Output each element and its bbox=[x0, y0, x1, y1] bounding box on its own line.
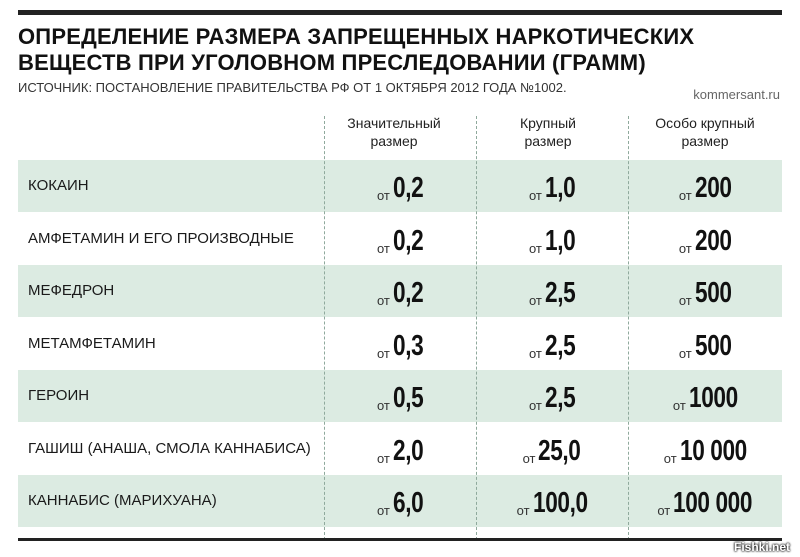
from-label: от bbox=[678, 240, 692, 256]
cell-large bbox=[476, 475, 628, 527]
threshold-value: 0,3 bbox=[392, 329, 424, 362]
cell-significant bbox=[324, 265, 476, 317]
from-label: от bbox=[528, 398, 542, 413]
from-label: от bbox=[663, 450, 677, 466]
from-label: от bbox=[672, 398, 686, 413]
substance-name: ГЕРОИН bbox=[28, 387, 90, 404]
substance-name: КОКАИН bbox=[28, 177, 89, 194]
from-label: от bbox=[376, 188, 390, 203]
from-label: от bbox=[528, 240, 542, 256]
cell-large bbox=[476, 423, 628, 475]
threshold-value: 200 bbox=[694, 224, 732, 257]
cell-significant bbox=[324, 423, 476, 475]
table-row bbox=[18, 423, 782, 475]
threshold-value: 200 bbox=[694, 172, 732, 204]
column-header-especially-large: Особо крупный размер bbox=[655, 115, 755, 149]
from-label: от bbox=[657, 503, 671, 518]
from-label: от bbox=[678, 293, 692, 308]
substance-name: ГАШИШ (АНАША, СМОЛА КАННАБИСА) bbox=[28, 439, 311, 457]
cell-significant bbox=[324, 370, 476, 422]
table-row bbox=[18, 213, 782, 265]
cell-especially-large bbox=[628, 318, 782, 370]
from-label: от bbox=[376, 450, 390, 466]
threshold-value: 1000 bbox=[688, 382, 738, 414]
table-row bbox=[18, 160, 782, 212]
from-label: от bbox=[528, 188, 542, 203]
column-divider bbox=[324, 116, 325, 540]
substance-name: АМФЕТАМИН И ЕГО ПРОИЗВОДНЫЕ bbox=[28, 229, 294, 247]
from-label: от bbox=[376, 398, 390, 413]
threshold-value: 2,5 bbox=[544, 382, 576, 414]
column-divider bbox=[628, 116, 629, 540]
from-label: от bbox=[678, 345, 692, 361]
table-row bbox=[18, 318, 782, 370]
table-row bbox=[18, 475, 782, 527]
threshold-value: 2,5 bbox=[544, 277, 576, 309]
threshold-value: 500 bbox=[694, 329, 732, 362]
threshold-value: 0,2 bbox=[392, 172, 424, 204]
cell-large bbox=[476, 318, 628, 370]
cell-especially-large bbox=[628, 265, 782, 317]
watermark: Fishki.net bbox=[733, 540, 790, 554]
bottom-rule bbox=[18, 538, 782, 541]
threshold-value: 1,0 bbox=[544, 172, 576, 204]
top-rule bbox=[18, 10, 782, 15]
column-divider bbox=[476, 116, 477, 540]
source-note: ИСТОЧНИК: ПОСТАНОВЛЕНИЕ ПРАВИТЕЛЬСТВА РФ ОТ 1 ОКТЯБРЯ 2012 ГОДА №1002. bbox=[18, 80, 567, 95]
threshold-value: 0,2 bbox=[392, 277, 424, 309]
from-label: от bbox=[522, 450, 536, 466]
column-header-large: Крупный размер bbox=[520, 115, 576, 149]
site-credit: kommersant.ru bbox=[693, 87, 780, 102]
substance-name: КАННАБИС (МАРИХУАНА) bbox=[28, 492, 217, 509]
column-header-significant: Значительный размер bbox=[347, 115, 441, 149]
threshold-value: 2,0 bbox=[392, 434, 424, 467]
substance-name: МЕТАМФЕТАМИН bbox=[28, 334, 156, 352]
table-header bbox=[18, 114, 782, 158]
threshold-value: 100 000 bbox=[673, 487, 753, 519]
cell-especially-large bbox=[628, 423, 782, 475]
threshold-value: 6,0 bbox=[392, 487, 424, 519]
threshold-value: 25,0 bbox=[538, 434, 581, 467]
cell-especially-large bbox=[628, 475, 782, 527]
from-label: от bbox=[376, 345, 390, 361]
substance-name: МЕФЕДРОН bbox=[28, 282, 115, 299]
cell-large bbox=[476, 370, 628, 422]
threshold-value: 10 000 bbox=[679, 434, 747, 467]
from-label: от bbox=[376, 240, 390, 256]
threshold-value: 500 bbox=[694, 277, 732, 309]
cell-significant bbox=[324, 475, 476, 527]
page-title: ОПРЕДЕЛЕНИЕ РАЗМЕРА ЗАПРЕЩЕННЫХ НАРКОТИЧЕСКИХ ВЕЩЕСТВ ПРИ УГОЛОВНОМ ПРЕСЛЕДОВАНИИ (ГРАММ) bbox=[18, 24, 695, 75]
cell-significant bbox=[324, 160, 476, 212]
cell-large bbox=[476, 213, 628, 265]
table-row bbox=[18, 370, 782, 422]
threshold-value: 0,2 bbox=[392, 224, 424, 257]
from-label: от bbox=[678, 188, 692, 203]
from-label: от bbox=[528, 293, 542, 308]
table-row bbox=[18, 265, 782, 317]
threshold-value: 100,0 bbox=[532, 487, 588, 519]
cell-significant bbox=[324, 213, 476, 265]
cell-especially-large bbox=[628, 213, 782, 265]
threshold-value: 1,0 bbox=[544, 224, 576, 257]
cell-especially-large bbox=[628, 370, 782, 422]
from-label: от bbox=[516, 503, 530, 518]
cell-significant bbox=[324, 318, 476, 370]
from-label: от bbox=[528, 345, 542, 361]
from-label: от bbox=[376, 503, 390, 518]
cell-especially-large bbox=[628, 160, 782, 212]
from-label: от bbox=[376, 293, 390, 308]
threshold-value: 2,5 bbox=[544, 329, 576, 362]
cell-large bbox=[476, 160, 628, 212]
cell-large bbox=[476, 265, 628, 317]
threshold-value: 0,5 bbox=[392, 382, 424, 414]
